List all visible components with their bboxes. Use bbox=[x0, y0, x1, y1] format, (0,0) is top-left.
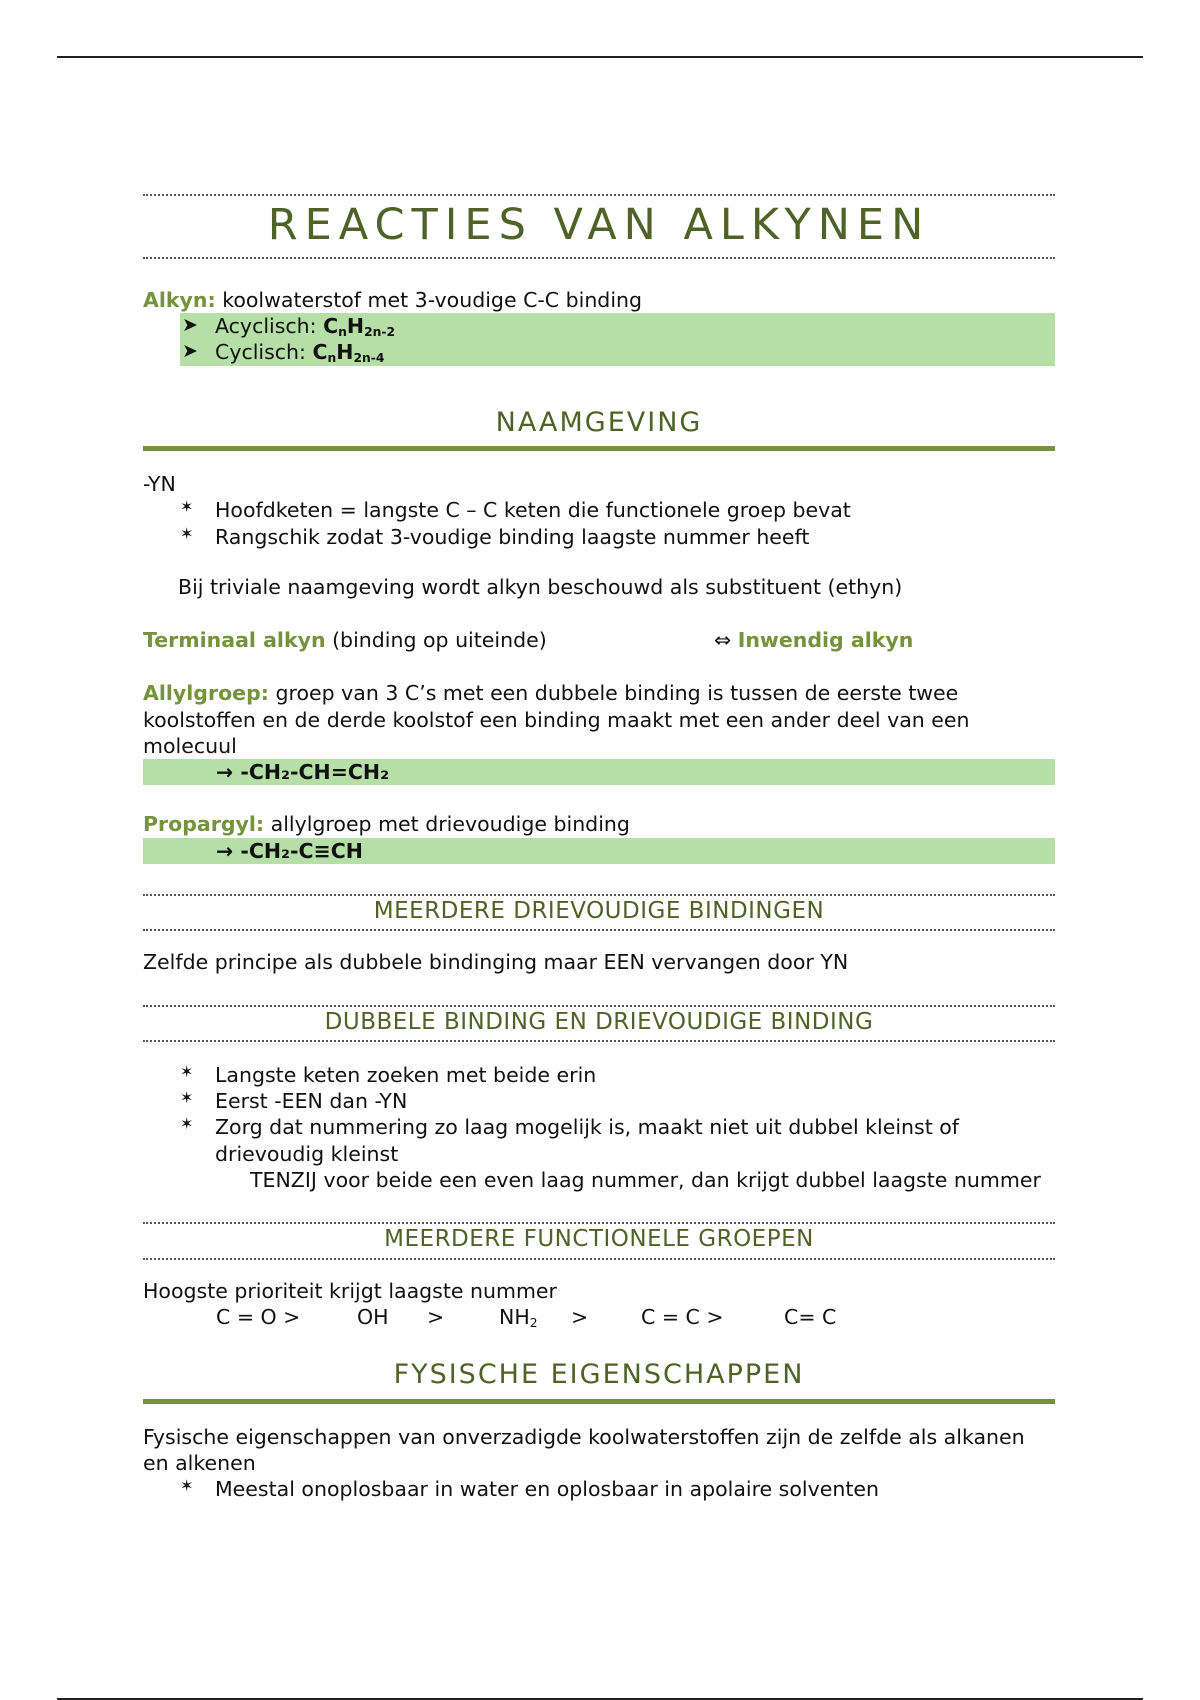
star-bullet-icon: ✶ bbox=[180, 1476, 194, 1496]
allyl-definition bbox=[143, 680, 1055, 759]
heading-functionele-groepen: MEERDERE FUNCTIONELE GROEPEN bbox=[143, 1222, 1055, 1259]
propargyl-formula: → -CH₂-C≡CH bbox=[143, 838, 1055, 864]
priority-oh: OH bbox=[357, 1304, 389, 1329]
terminal-term: Terminaal alkyn bbox=[143, 628, 326, 653]
trivial-note: Bij triviale naamgeving wordt alkyn beschouwd als substituent (ethyn) bbox=[178, 574, 903, 599]
formula-cyclic: ➤ Cyclisch: $C_nH_{2n-4}$ bbox=[182, 340, 385, 366]
terminal-text: (binding op uiteinde) bbox=[325, 628, 547, 653]
star-bullet-icon: ✶ bbox=[180, 523, 194, 543]
naamgeving-bullets bbox=[180, 497, 1055, 549]
exception-note: TENZIJ voor beide een even laag nummer, dan krijgt dubbel laagste nummer bbox=[250, 1167, 1041, 1192]
formula-acyclic: ➤ Acyclisch: $C_nH_{2n-2}$ bbox=[182, 314, 396, 340]
alkyn-term: Alkyn: bbox=[143, 288, 216, 312]
arrowhead-bullet-icon: ➤ bbox=[182, 340, 198, 363]
page-top-rule bbox=[57, 56, 1143, 58]
priority-cc-triple: C= C bbox=[784, 1304, 837, 1329]
priority-order bbox=[143, 1304, 1055, 1330]
priority-gt: > bbox=[427, 1304, 445, 1329]
priority-cc-double: C = C > bbox=[641, 1304, 724, 1329]
list-item: ✶ Meestal onoplosbaar in water en oplosbaar in apolaire solventen bbox=[180, 1476, 879, 1502]
title-rule-bottom bbox=[143, 257, 1055, 259]
list-item: ✶ Rangschik zodat 3-voudige binding laagste nummer heeft bbox=[180, 523, 810, 549]
heading-naamgeving: NAAMGEVING bbox=[143, 406, 1055, 452]
allyl-term: Allylgroep: bbox=[143, 681, 269, 706]
dubbele-drievoudige-bullets bbox=[180, 1062, 1055, 1193]
meerdere-drievoudige-text: Zelfde principe als dubbele bindinging maar EEN vervangen door YN bbox=[143, 950, 849, 975]
priority-nh2: $NH_2$ bbox=[499, 1304, 538, 1330]
list-item: ✶ Zorg dat nummering zo laag mogelijk is, maakt niet uit dubbel kleinst of drievoudig kleinst TENZIJ voor beide een even laag nummer, dan krijgt dubbel laagste nummer bbox=[180, 1114, 1055, 1193]
allyl-text: groep van 3 C’s met een dubbele binding is tussen de eerste twee koolstoffen en de derde koolstof een binding maakt met een ander deel van een molecuul bbox=[143, 681, 970, 758]
priority-gt: > bbox=[571, 1304, 589, 1329]
priority-text: Hoogste prioriteit krijgt laagste nummer bbox=[143, 1278, 557, 1303]
star-bullet-icon: ✶ bbox=[180, 497, 194, 517]
list-item: ✶ Eerst -EEN dan -YN bbox=[180, 1088, 408, 1114]
heading-fysische: FYSISCHE EIGENSCHAPPEN bbox=[143, 1358, 1055, 1404]
page-title: REACTIES VAN ALKYNEN bbox=[267, 200, 931, 250]
formula-list bbox=[180, 313, 1055, 365]
heading-meerdere-drievoudige: MEERDERE DRIEVOUDIGE BINDINGEN bbox=[143, 894, 1055, 931]
heading-dubbele-drievoudige: DUBBELE BINDING EN DRIEVOUDIGE BINDING bbox=[143, 1005, 1055, 1042]
internal-alkyn: ⇔ Inwendig alkyn bbox=[714, 628, 914, 653]
fysische-text: Fysische eigenschappen van onverzadigde koolwaterstoffen zijn de zelfde als alkanen en alkenen bbox=[143, 1424, 1025, 1475]
star-bullet-icon: ✶ bbox=[180, 1114, 194, 1134]
arrowhead-bullet-icon: ➤ bbox=[182, 314, 198, 337]
alkyn-text: koolwaterstof met 3-voudige C-C binding bbox=[215, 288, 643, 312]
suffix-yn: -YN bbox=[143, 472, 176, 497]
priority-co: C = O > bbox=[216, 1304, 301, 1329]
fysische-bullets bbox=[180, 1476, 1055, 1502]
list-item: ✶ Langste keten zoeken met beide erin bbox=[180, 1061, 597, 1087]
equivalence-icon: ⇔ bbox=[714, 628, 738, 653]
propargyl-term: Propargyl: bbox=[143, 812, 265, 837]
list-item: ✶ Hoofdketen = langste C – C keten die functionele groep bevat bbox=[180, 497, 851, 523]
propargyl-definition bbox=[143, 811, 1055, 837]
star-bullet-icon: ✶ bbox=[180, 1088, 194, 1108]
document-body bbox=[143, 194, 1055, 1502]
propargyl-text: allylgroep met drievoudige binding bbox=[264, 812, 630, 837]
alkyn-definition bbox=[143, 287, 1055, 313]
allyl-formula: → -CH₂-CH=CH₂ bbox=[143, 759, 1055, 785]
star-bullet-icon: ✶ bbox=[180, 1061, 194, 1081]
terminal-vs-internal bbox=[143, 627, 1055, 653]
